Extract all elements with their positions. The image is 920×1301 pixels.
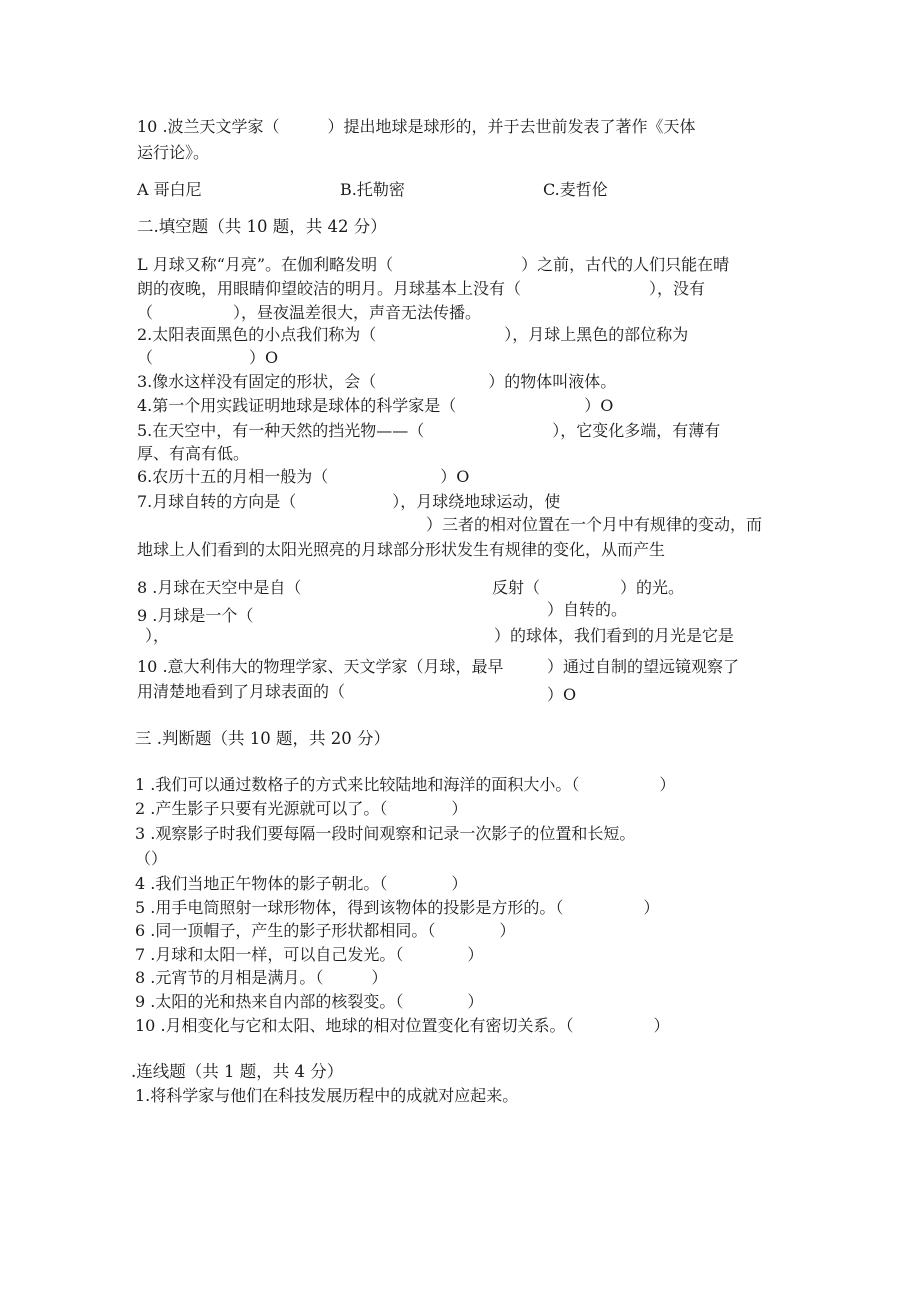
fill-q5-line2: 厚、有高有低。 bbox=[137, 444, 250, 463]
fill-q1-line1: L 月球又称“月亮”。在伽利略发明（ ）之前，古代的人们只能在晴 bbox=[137, 255, 730, 274]
judge-q7: 7 .月球和太阳一样，可以自己发光。（ ） bbox=[135, 945, 484, 964]
match-q1: 1.将科学家与他们在科技发展历程中的成就对应起来。 bbox=[135, 1086, 519, 1105]
mc-q10-option-b: B.托勒密 bbox=[340, 180, 405, 199]
mc-q10-option-c: C.麦哲伦 bbox=[543, 180, 608, 199]
fill-q7-line3: 地球上人们看到的太阳光照亮的月球部分形状发生有规律的变化，从而产生 bbox=[137, 540, 666, 559]
judge-q3-line2: （） bbox=[135, 849, 168, 868]
fill-q9-part2: ）自转的。 bbox=[547, 600, 628, 619]
judge-q10: 10 .月相变化与它和太阳、地球的相对位置变化有密切关系。（ ） bbox=[135, 1016, 670, 1035]
fill-q8-part1: 8 .月球在天空中是自（ bbox=[137, 578, 302, 597]
fill-q9-part1: 9 .月球是一个（ bbox=[137, 606, 254, 625]
judge-q2: 2 .产生影子只要有光源就可以了。（ ） bbox=[135, 799, 468, 818]
judge-section-heading: 三 .判断题（共 10 题，共 20 分） bbox=[135, 729, 390, 748]
fill-q9-part3: ）， bbox=[145, 626, 170, 645]
fill-q9-part4: ）的球体，我们看到的月光是它是 bbox=[494, 626, 735, 645]
judge-q1: 1 .我们可以通过数格子的方式来比较陆地和海洋的面积大小。（ ） bbox=[135, 775, 676, 794]
mc-q10-line2: 运行论》。 bbox=[137, 143, 210, 162]
judge-q9: 9 .太阳的光和热来自内部的核裂变。（ ） bbox=[135, 992, 484, 1011]
judge-q6: 6 .同一顶帽子，产生的影子形状都相同。（ ） bbox=[135, 921, 516, 940]
judge-q8: 8 .元宵节的月相是满月。（ ） bbox=[135, 968, 388, 987]
fill-q2-line2: （ ）O bbox=[137, 348, 279, 367]
judge-q3-line1: 3 .观察影子时我们要每隔一段时间观察和记录一次影子的位置和长短。 bbox=[135, 824, 636, 843]
fill-q1-line2: 朗的夜晚，用眼睛仰望皎洁的明月。月球基本上没有（ ），没有 bbox=[137, 279, 706, 298]
fill-q10-part4: ）O bbox=[547, 685, 577, 704]
fill-q2-line1: 2.太阳表面黑色的小点我们称为（ ），月球上黑色的部位称为 bbox=[137, 325, 689, 344]
fill-q6: 6.农历十五的月相一般为（ ）O bbox=[137, 467, 470, 486]
fill-q7-line1: 7.月球自转的方向是（ ），月球绕地球运动，使 bbox=[137, 492, 561, 511]
fill-q7-line2: ）三者的相对位置在一个月中有规律的变动，而 bbox=[426, 515, 763, 534]
mc-q10-option-a: A 哥白尼 bbox=[137, 180, 202, 199]
fill-q8-part2: 反射（ ）的光。 bbox=[492, 578, 685, 597]
fill-q10-part2: ）通过自制的望远镜观察了 bbox=[547, 657, 740, 676]
fill-q10-part3: 用清楚地看到了月球表面的（ bbox=[137, 682, 346, 701]
judge-q5: 5 .用手电筒照射一球形物体，得到该物体的投影是方形的。（ ） bbox=[135, 898, 660, 917]
fill-q10-part1: 10 .意大利伟大的物理学家、天文学家（月球，最早 bbox=[137, 657, 504, 676]
fill-q5-line1: 5.在天空中，有一种天然的挡光物——（ ），它变化多端，有薄有 bbox=[137, 421, 721, 440]
fill-q4: 4.第一个用实践证明地球是球体的科学家是（ ）O bbox=[137, 396, 614, 415]
match-section-heading: .连线题（共 1 题，共 4 分） bbox=[131, 1062, 344, 1081]
fill-section-heading: 二.填空题（共 10 题，共 42 分） bbox=[137, 217, 387, 236]
fill-q3: 3.像水这样没有固定的形状，会（ ）的物体叫液体。 bbox=[137, 372, 617, 391]
judge-q4: 4 .我们当地正午物体的影子朝北。（ ） bbox=[135, 874, 468, 893]
mc-q10-line1: 10 .波兰天文学家（ ）提出地球是球形的，并于去世前发表了著作《天体 bbox=[137, 117, 696, 136]
fill-q1-line3: （ ），昼夜温差很大，声音无法传播。 bbox=[137, 303, 482, 322]
